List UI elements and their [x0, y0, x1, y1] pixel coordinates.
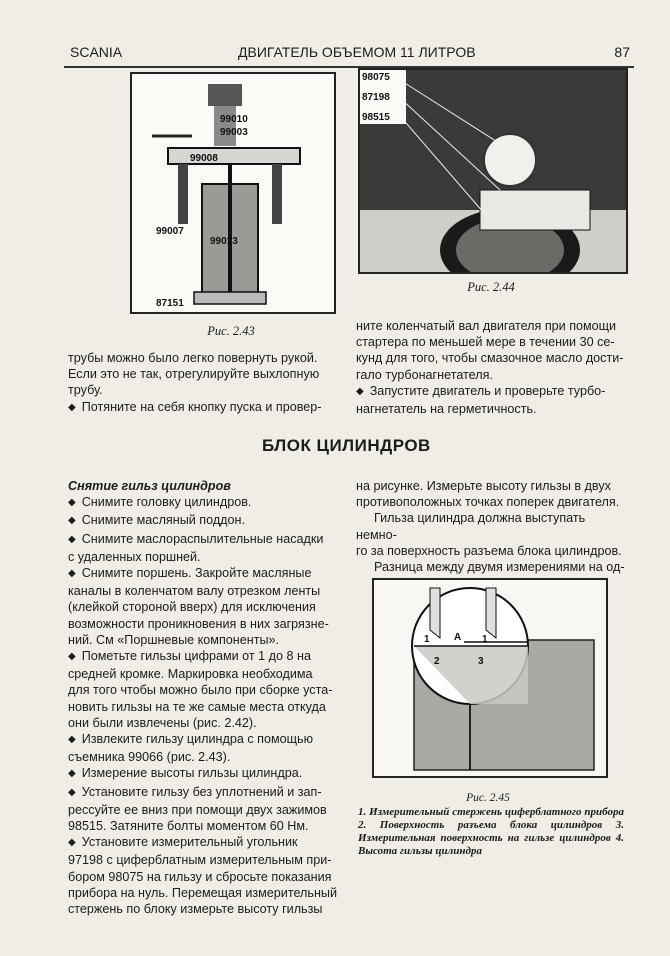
text-line: нагнетатель на герметичность.: [356, 402, 537, 417]
top-left-text: [68, 350, 342, 417]
puller-tool-drawing: [132, 74, 334, 312]
label-3: 3: [478, 656, 484, 667]
figure-2-44-caption: Рис. 2.44: [467, 280, 515, 294]
bullet-line: ◆ Установите измерительный угольник: [68, 834, 342, 852]
figure-2-43: [130, 72, 336, 314]
text-line: они были извлечены (рис. 2.42).: [68, 715, 257, 730]
label-1-right: 1: [482, 634, 488, 645]
text-line: го за поверхность разъема блока цилиндров.: [356, 543, 622, 558]
bullet-line: ◆ Снимите поршень. Закройте масляные: [68, 565, 342, 583]
text-line: Разница между двумя измерениями на од-: [374, 560, 625, 575]
text-line: каналы в коленчатом валу отрезком ленты: [68, 584, 321, 599]
bullet-line: ◆ Установите гильзу без уплотнений и зап-: [68, 784, 342, 802]
text-line: с удаленных поршней.: [68, 549, 201, 564]
bullet-line: ◆ Снимите маслораспылительные насадки: [68, 531, 342, 549]
label-99008: 99008: [190, 153, 218, 164]
text-line: для того чтобы можно было при сборке уста-: [68, 683, 333, 698]
bullet-line: ◆ Потяните на себя кнопку пуска и провер-: [68, 399, 342, 417]
bullet-line: ◆ Пометьте гильзы цифрами от 1 до 8 на: [68, 648, 342, 666]
figure-2-45-description: 1. Измерительный стержень циферблатного прибора 2. Поверхность разъема блока цилиндров 3. Измерительная поверхность на гильзе цилиндров 4. Высота гильзы цилиндра: [358, 806, 624, 857]
figure-2-43-caption: Рис. 2.43: [207, 324, 255, 338]
top-right-text: [356, 318, 626, 417]
label-99007: 99007: [156, 226, 184, 237]
label-1-left: 1: [424, 634, 430, 645]
text-line: бором 98075 на гильзу и сбросьте показания: [68, 869, 332, 884]
text-line: рессуйте ее вниз при помощи двух зажимов: [68, 802, 327, 817]
bullet-line: ◆ Снимите масляный поддон.: [68, 512, 342, 530]
right-column: [356, 478, 628, 575]
left-column: [68, 478, 342, 917]
label-87198: 87198: [362, 92, 390, 103]
text-line: средней кромке. Маркировка необходима: [68, 667, 313, 682]
text-line: трубы можно было легко повернуть рукой.: [68, 351, 318, 365]
text-line: 98515. Затяните болты моментом 60 Нм.: [68, 819, 309, 834]
bullet-line: ◆ Извлеките гильзу цилиндра с помощью: [68, 731, 342, 749]
bullet-line: ◆ Снимите головку цилиндров.: [68, 494, 342, 512]
label-98075: 98075: [362, 72, 390, 83]
text-line: (клейкой стороной вверх) для исключения: [68, 600, 316, 615]
text-line: съемника 99066 (рис. 2.43).: [68, 750, 231, 765]
figure-2-45: [372, 578, 608, 778]
label-99003: 99003: [220, 127, 248, 138]
text-line: кунд для того, чтобы смазочное масло дости-: [356, 351, 624, 366]
text-line: Гильза цилиндра должна выступать немно-: [356, 511, 586, 542]
text-line: 97198 с циферблатным измерительным при-: [68, 853, 332, 868]
label-a: A: [454, 632, 462, 643]
text-line: противоположных точках поперек двигателя.: [356, 495, 620, 510]
running-header: [70, 44, 630, 64]
header-title: ДВИГАТЕЛЬ ОБЪЕМОМ 11 ЛИТРОВ: [238, 44, 476, 60]
text-line: стартера по меньшей мере в течении 30 се-: [356, 335, 615, 350]
dial-indicator-photo: [360, 70, 626, 272]
text-line: прибора на нуль. Перемещая измерительный: [68, 885, 338, 900]
section-title: БЛОК ЦИЛИНДРОВ: [262, 436, 431, 455]
text-line: трубу.: [68, 383, 103, 398]
bullet-line: ◆ Запустите двигатель и проверьте турбо-: [356, 383, 626, 401]
label-99010: 99010: [220, 114, 248, 125]
liner-height-diagram: [374, 580, 606, 776]
text-line: стержень по блоку измерьте высоту гильзы: [68, 902, 323, 917]
header-brand: SCANIA: [70, 44, 123, 60]
text-line: новить гильзы на те же самые места откуда: [68, 699, 326, 714]
label-98515: 98515: [362, 112, 390, 123]
text-line: на рисунке. Измерьте высоту гильзы в двух: [356, 479, 611, 493]
figure-2-45-caption: Рис. 2.45: [466, 792, 510, 804]
text-line: гало турбонагнетателя.: [356, 367, 493, 382]
text-line: ните коленчатый вал двигателя при помощи: [356, 319, 617, 333]
page-number: 87: [614, 44, 630, 60]
label-87151: 87151: [156, 298, 184, 309]
subsection-title: Снятие гильз цилиндров: [68, 479, 231, 493]
label-2: 2: [434, 656, 440, 667]
text-line: ний. См «Поршневые компоненты».: [68, 632, 280, 647]
text-line: возможности проникновения в них загрязне-: [68, 616, 329, 631]
figure-2-44: [358, 68, 628, 274]
bullet-line: ◆ Измерение высоты гильзы цилиндра.: [68, 765, 342, 783]
text-line: Если это не так, отрегулируйте выхлопную: [68, 367, 320, 382]
label-99013: 99013: [210, 236, 238, 247]
